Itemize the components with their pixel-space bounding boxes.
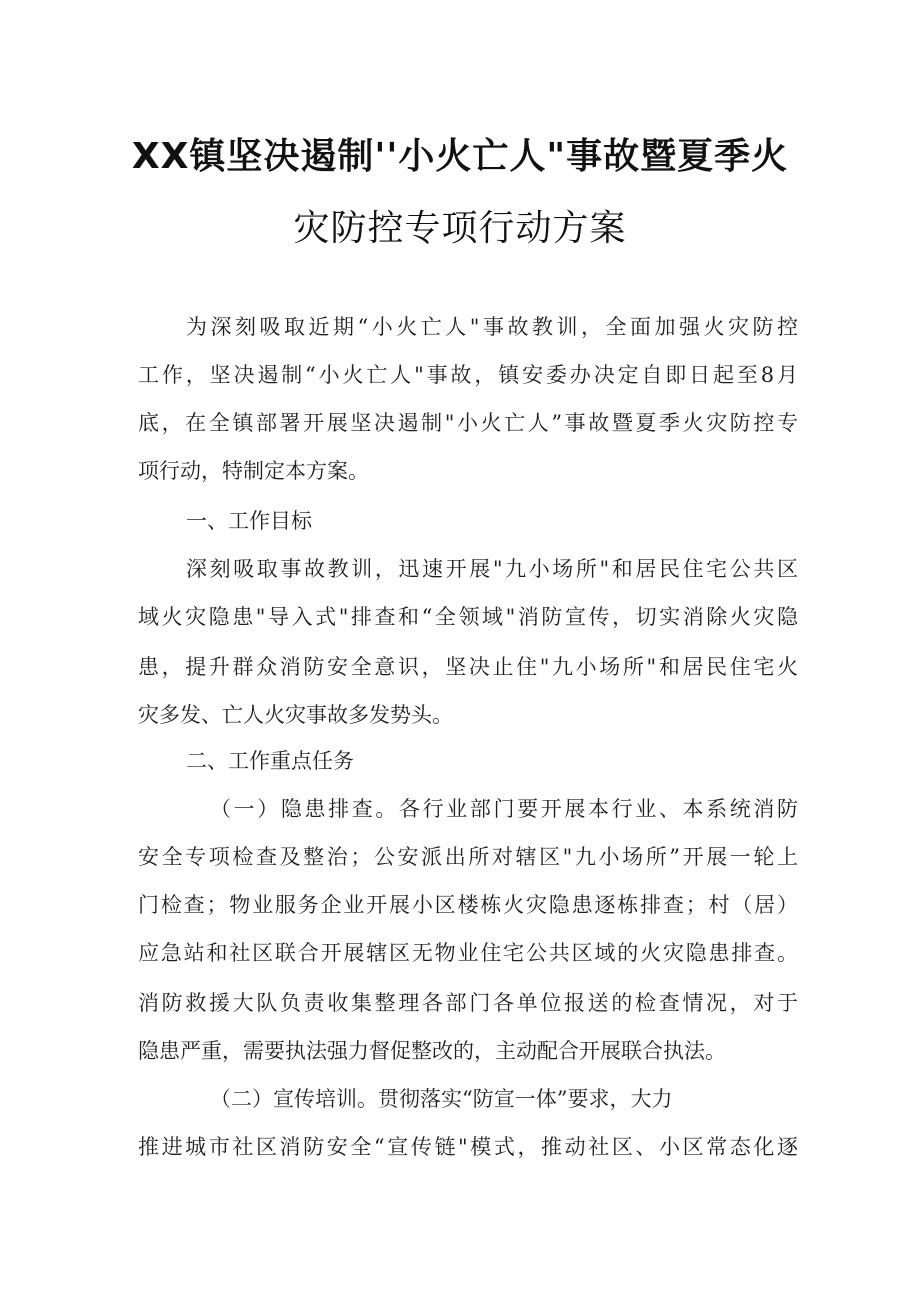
document-title-line-1: XX镇坚决遏制''小火亡人"事故暨夏季火: [131, 136, 789, 177]
body-line: （一）隐患排查。各行业部门要开展本行业、本系统消防: [210, 797, 798, 821]
body-line: 项行动，特制定本方案。: [138, 459, 369, 483]
body-line: 工作，坚决遏制“小火亡人"事故，镇安委办决定自即日起至8月: [138, 363, 798, 387]
body-line: 应急站和社区联合开展辖区无物业住宅公共区域的火灾隐患排查。: [138, 941, 798, 965]
body-line: 为深刻吸取近期“小火亡人"事故教训，全面加强火灾防控: [186, 315, 798, 339]
body-line: 深刻吸取事故教训，迅速开展"九小场所"和居民住宅公共区: [186, 557, 798, 581]
body-line: 消防救援大队负责收集整理各部门各单位报送的检查情况，对于: [138, 991, 798, 1015]
document-title-line-2: 灾防控专项行动方案: [293, 208, 627, 249]
body-line: 灾多发、亡人火灾事故多发势头。: [138, 703, 453, 727]
body-line: 隐患严重，需要执法强力督促整改的，主动配合开展联合执法。: [138, 1039, 726, 1063]
body-line: 患，提升群众消防安全意识，坚决止住"九小场所"和居民住宅火: [138, 655, 798, 679]
body-line: （二）宣传培训。贯彻落实“防宣一体”要求，大力: [210, 1087, 673, 1111]
body-line: 底，在全镇部署开展坚决遏制"小火亡人”事故暨夏季火灾防控专: [138, 411, 798, 435]
body-line: 门检查；物业服务企业开展小区楼栋火灾隐患逐栋排查；村（居）: [138, 893, 798, 917]
section-heading: 二、工作重点任务: [186, 749, 354, 773]
section-heading: 一、工作目标: [186, 509, 312, 533]
body-line: 推进城市社区消防安全“宣传链"模式，推动社区、小区常态化逐: [138, 1135, 798, 1159]
body-line: 安全专项检查及整治；公安派出所对辖区"九小场所”开展一轮上: [138, 845, 798, 869]
body-line: 域火灾隐患"导入式"排查和“全领域"消防宣传，切实消除火灾隐: [138, 605, 798, 629]
